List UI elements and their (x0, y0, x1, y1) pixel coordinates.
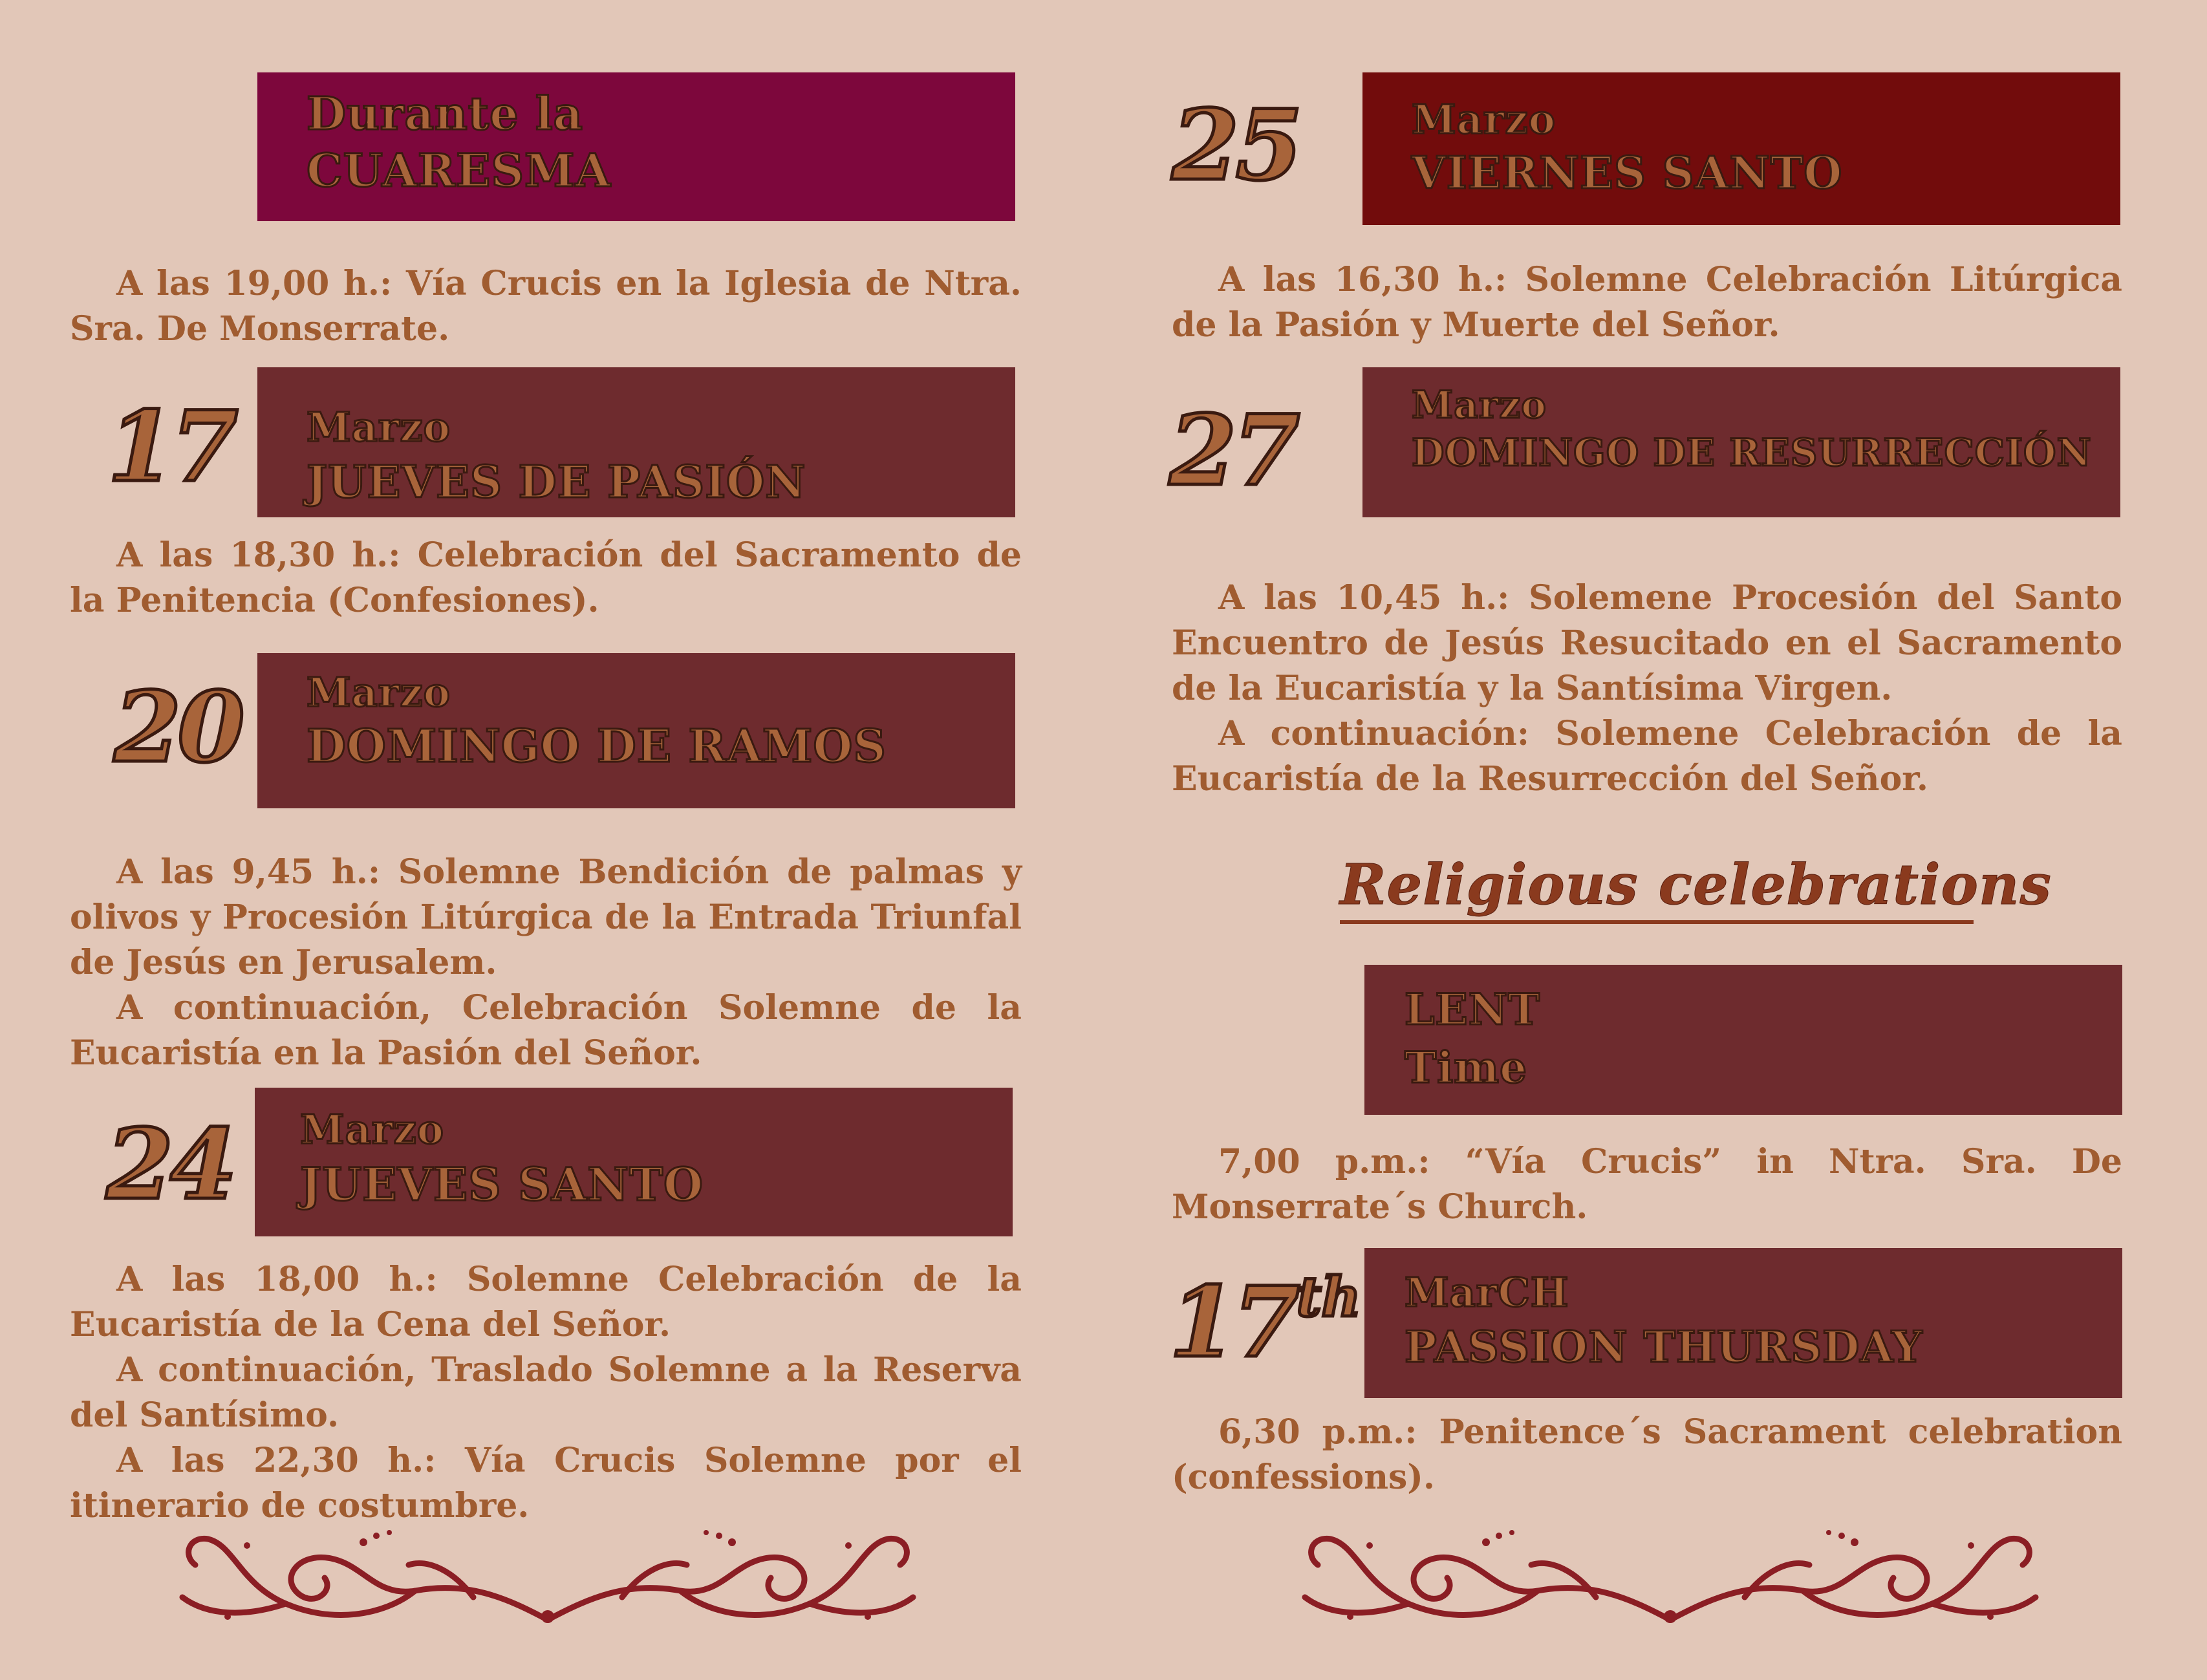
banner-line2: Time (1405, 1042, 1528, 1093)
banner-month: MarCH (1405, 1269, 1569, 1316)
flourish-ornament-left (169, 1520, 926, 1630)
banner-line1: Durante la (307, 87, 583, 140)
banner-title: JUEVES SANTO (300, 1158, 704, 1211)
banner-title: JUEVES DE PASIÓN (307, 457, 806, 508)
banner-title: DOMINGO DE RESURRECCIÓN (1412, 431, 2092, 475)
lent-time-description: 7,00 p.m.: “Vía Crucis” in Ntra. Sra. De Monserrate´s Church. (1172, 1142, 2122, 1227)
day-17-description: A las 18,30 h.: Celebración del Sacramento de la Penitencia (Confesiones). (70, 535, 1022, 620)
banner-title: DOMINGO DE RAMOS (307, 719, 887, 773)
banner-month: Marzo (1412, 96, 1556, 143)
lent-time-banner (1364, 965, 2122, 1115)
passion-thursday-banner (1364, 1248, 2122, 1398)
day-digits: 17 (1169, 1265, 1297, 1379)
passion-thursday-description: 6,30 p.m.: Penitence´s Sacrament celebration (confessions). (1172, 1412, 2122, 1497)
day-number-17: 17 (107, 390, 235, 504)
banner-title: VIERNES SANTO (1412, 147, 1843, 199)
day-number-27: 27 (1169, 394, 1297, 508)
lent-description: A las 19,00 h.: Vía Crucis en la Iglesia de Ntra. Sra. De Monserrate. (70, 264, 1022, 349)
banner-month: Marzo (1412, 383, 1547, 427)
day-number-20: 20 (114, 671, 241, 784)
banner-title: PASSION THURSDAY (1405, 1322, 1923, 1372)
day-24-banner (255, 1088, 1013, 1236)
lent-banner (257, 72, 1015, 221)
day-24-description: A las 18,00 h.: Solemne Celebración de la Eucaristía de la Cena del Señor. A continuación, Traslado Solemne a la Reserva del Santísimo. A las 22,30 h.: Vía Crucis Solemne por el itinerario de costumbre. (70, 1260, 1022, 1525)
day-number-24: 24 (106, 1108, 233, 1222)
day-number-25: 25 (1172, 89, 1299, 202)
banner-month: Marzo (300, 1106, 445, 1153)
banner-line2: CUARESMA (307, 144, 611, 197)
day-25-banner (1362, 72, 2120, 225)
day-20-description: A las 9,45 h.: Solemne Bendición de palmas y olivos y Procesión Litúrgica de la Entrada Triunfal de Jesús en Jerusalem. A continuación, Celebración Solemne de la Eucaristía en la Pasión del Señor. (70, 852, 1022, 1073)
banner-month: Marzo (307, 669, 451, 716)
section-heading: Religious celebrations (1340, 852, 2052, 918)
flourish-ornament-right (1292, 1520, 2049, 1630)
heading-underline (1340, 920, 1974, 924)
day-17-banner (257, 367, 1015, 517)
day-20-banner (257, 653, 1015, 808)
banner-month: Marzo (307, 404, 451, 451)
ordinal-suffix: th (1296, 1265, 1361, 1329)
day-25-description: A las 16,30 h.: Solemne Celebración Litúrgica de la Pasión y Muerte del Señor. (1172, 260, 2122, 345)
day-27-banner (1362, 367, 2120, 517)
day-27-description: A las 10,45 h.: Solemene Procesión del Santo Encuentro de Jesús Resucitado en el Sacramento de la Eucaristía y la Santísima Virgen. A continuación: Solemene Celebración de la Eucaristía de la Resurrección del Señor. (1172, 578, 2122, 799)
day-number-17th (1169, 1265, 1361, 1379)
banner-line1: LENT (1405, 984, 1541, 1035)
